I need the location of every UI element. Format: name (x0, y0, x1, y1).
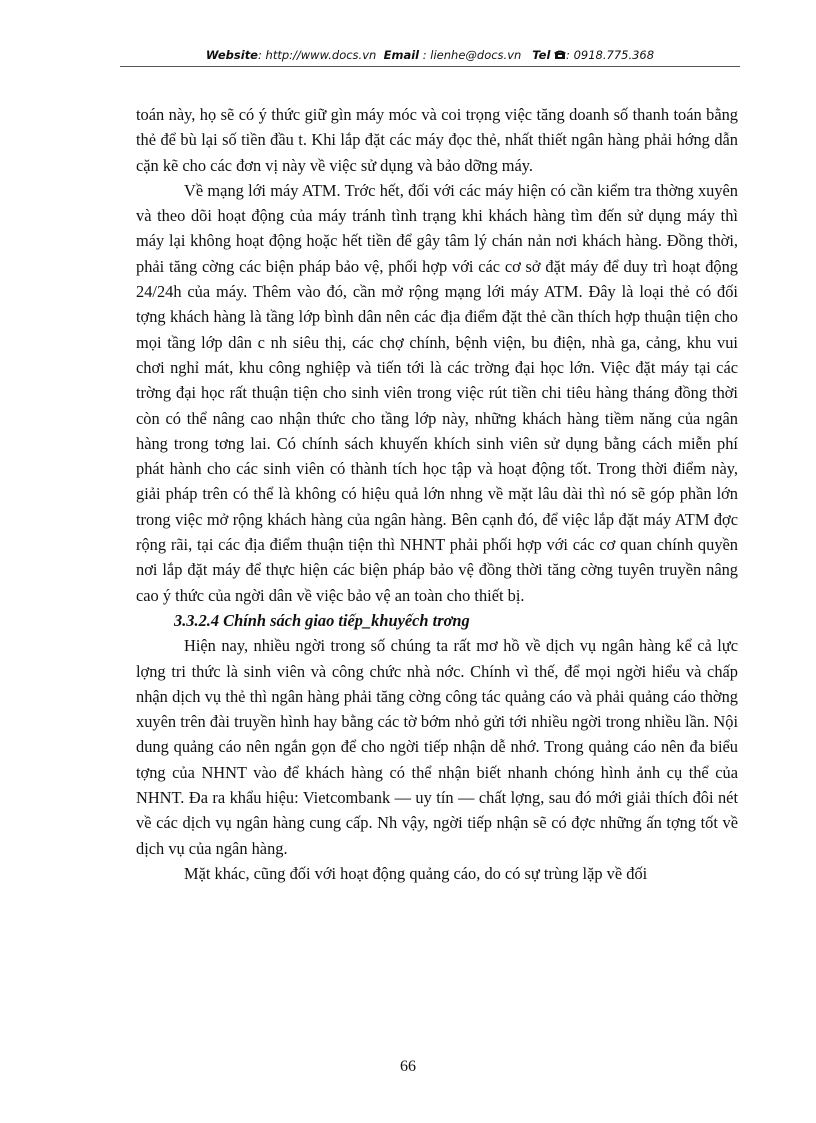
phone-icon (554, 49, 566, 63)
email-label: Email (383, 48, 420, 62)
website-label: Website (205, 48, 258, 62)
header-divider (120, 66, 740, 67)
tel-value: : 0918.775.368 (566, 48, 655, 62)
paragraph-atm-network: Về mạng lới máy ATM. Trớc hết, đối với các máy hiện có cần kiểm tra thờng xuyên và theo dõi hoạt động của máy tránh tình trạng khi khách hàng tìm đến sử dụng máy thì máy lại không hoạt động hoặc hết tiền để gây tâm lý chán nản nơi khách hàng. Đồng thời, phải tăng cờng các biện pháp bảo vệ, phối hợp với các cơ sở đặt máy để duy trì hoạt động 24/24h của máy. Thêm vào đó, cần mở rộng mạng lới máy ATM. Đây là loại thẻ có đối tợng khách hàng là tầng lớp bình dân nên các địa điểm đặt thẻ cần thích hợp thuận tiện cho mọi tầng lớp dân c nh siêu thị, các chợ chính, bệnh viện, bu điện, nhà ga, cảng, khu vui chơi nghỉ mát, khu công nghiệp và tiến tới là các trờng đại học lớn. Việc đặt máy tại các trờng đại học rất thuận tiện cho sinh viên trong việc rút tiền chi tiêu hàng tháng đồng thời còn có thể nâng cao nhận thức cho tầng lớp này, những khách hàng tiềm năng của ngân hàng trong tơng lai. Có chính sách khuyến khích sinh viên sử dụng bằng cách miễn phí phát hành cho các sinh viên có thành tích học tập và hoạt động tốt. Trong thời điểm này, giải pháp trên có thể là không có hiệu quả lớn nhng về mặt lâu dài thì nó sẽ góp phần lớn trong việc mở rộng khách hàng của ngân hàng. Bên cạnh đó, để việc lắp đặt máy ATM đợc rộng rãi, tại các địa điểm thuận tiện thì NHNT phải phối hợp với các cơ quan chính quyền nơi lắp đặt máy để thực hiện các biện pháp bảo vệ đồng thời tăng cờng tuyên truyền nâng cao ý thức của ngời dân về việc bảo vệ an toàn cho thiết bị. (136, 180, 738, 605)
paragraph-continued: toán này, họ sẽ có ý thức giữ gìn máy móc và coi trọng việc tăng doanh số thanh toán bằng thẻ để bù lại số tiền đầu t. Khi lắp đặt các máy đọc thẻ, nhất thiết ngân hàng phải hớng dẫn cặn kẽ cho các đơn vị này về việc sử dụng và bảo dỡng máy. (136, 105, 738, 175)
email-value[interactable]: : lienhe@docs.vn (422, 48, 522, 62)
page-number: 66 (400, 1058, 416, 1075)
body-text (136, 102, 738, 886)
page-header (120, 48, 740, 63)
tel-label: Tel (532, 48, 551, 62)
paragraph-advertising: Mặt khác, cũng đối với hoạt động quảng cáo, do có sự trùng lặp về đối (184, 863, 648, 883)
paragraph-communication: Hiện nay, nhiều ngời trong số chúng ta rất mơ hồ về dịch vụ ngân hàng kể cả lực lợng tri thức là sinh viên và công chức nhà nớc. Chính vì thế, để mọi ngời hiểu và chấp nhận dịch vụ thẻ thì ngân hàng phải tăng cờng công tác quảng cáo và phải quảng cáo thờng xuyên trên đài truyền hình hay bằng các tờ bớm nhỏ gửi tới nhiều ngời trong nhiều lần. Nội dung quảng cáo nên ngắn gọn để cho ngời tiếp nhận dễ nhớ. Trong quảng cáo nên đa biểu tợng của NHNT vào để khách hàng có thể nhận biết nhanh chóng hình ảnh cụ thể của NHNT. Đa ra khẩu hiệu: Vietcombank — uy tín — chất lợng, sau đó mới giải thích đôi nét về các dịch vụ ngân hàng cung cấp. Nh vậy, ngời tiếp nhận sẽ có đợc những ấn tợng tốt về dịch vụ của ngân hàng. (136, 636, 738, 858)
website-value[interactable]: : http://www.docs.vn (258, 48, 377, 62)
section-heading: 3.3.2.4 Chính sách giao tiếp_khuyếch trơng (174, 610, 470, 630)
